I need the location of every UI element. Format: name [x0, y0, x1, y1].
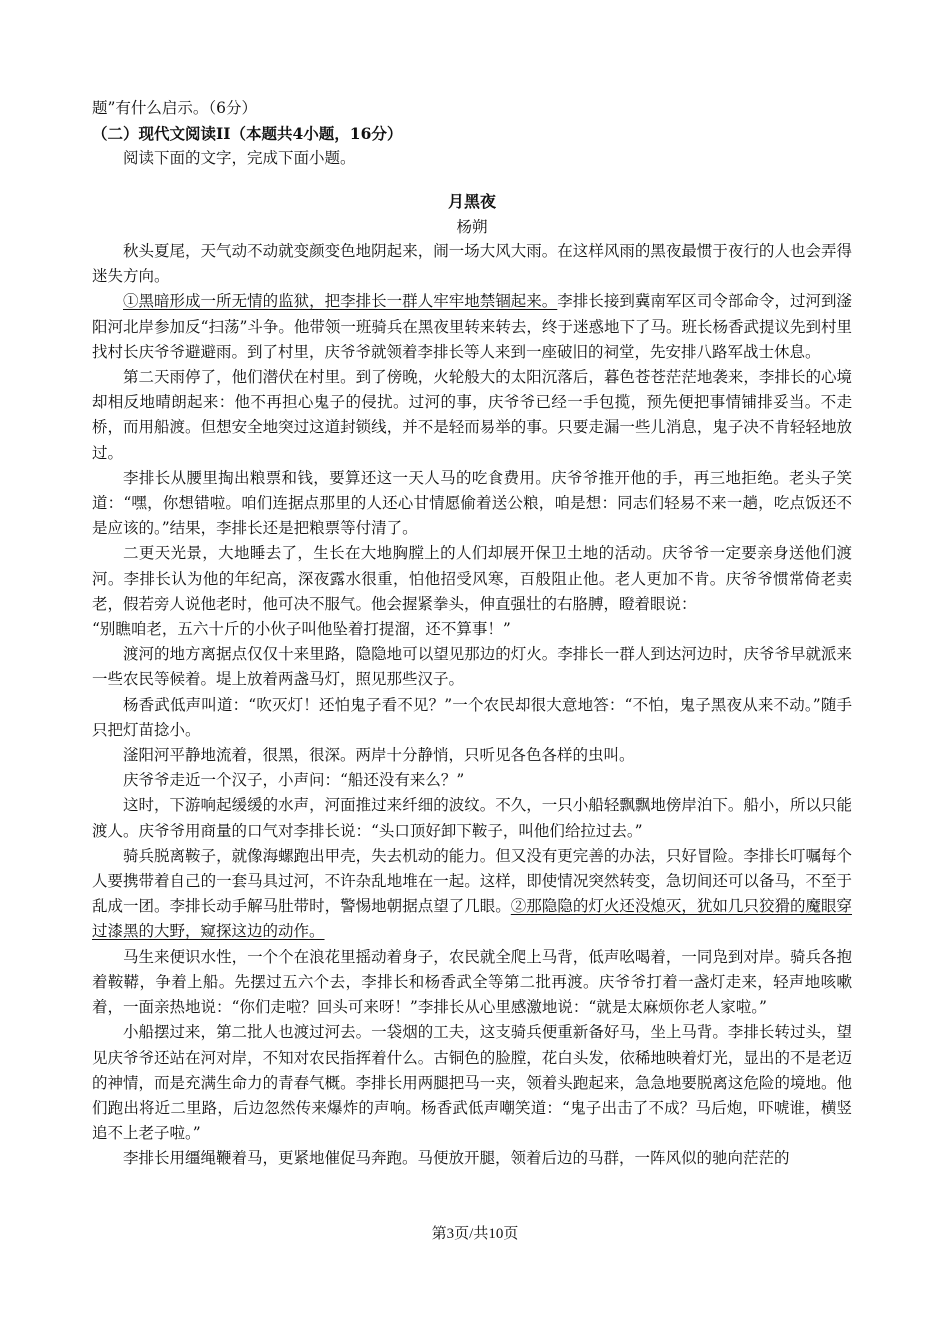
paragraph-12: 马生来便识水性，一个个在浪花里摇动着身子，农民就全爬上马背，低声吆喝着，一同凫到对岸。骑兵各抱着鞍鞯，争着上船。先摆过五六个去，李排长和杨香武全等第二批再渡。庆爷爷打着一盏灯走来，轻声地咳嗽着，一面亲热地说：“你们走啦？回头可来呀！”李排长从心里感激地说：“就是太麻烦你老人家啦。” [92, 947, 852, 1017]
paragraph-5: 二更天光景，大地睡去了，生长在大地胸膛上的人们却展开保卫土地的活动。庆爷爷一定要亲身送他们渡河。李排长认为他的年纪高，深夜露水很重，怕他招受风寒，百般阻止他。老人更加不肯。庆爷爷惯常倚老卖老，假若旁人说他老时，他可决不服气。他会握紧拳头，伸直强壮的右胳膊，瞪着眼说： [92, 544, 852, 613]
paragraph-6: 渡河的地方离据点仅仅十来里路，隐隐地可以望见那边的灯火。李排长一群人到达河边时，庆爷爷早就派来一些农民等候着。堤上放着两盏马灯，照见那些汉子。 [92, 645, 852, 689]
document-page [92, 96, 852, 1172]
paragraph-2-rest: 李排长接到冀南军区司令部命令，过河到滏阳河北岸参加反“扫荡”斗争。他带领一班骑兵在黑夜里转来转去，终于迷惑地下了马。班长杨香武提议先到村里找村长庆爷爷避避雨。到了村里，庆爷爷就领着李排长等人来到一座破旧的祠堂，先安排八路军战士休息。 [92, 292, 852, 361]
previous-question-tail: 题”有什么启示。（6分） [92, 99, 258, 117]
paragraph-11 [92, 844, 852, 945]
paragraph-1: 秋头夏尾，天气动不动就变颜变色地阴起来，闹一场大风大雨。在这样风雨的黑夜最惯于夜行的人也会弄得迷失方向。 [92, 242, 852, 286]
paragraph-3: 第二天雨停了，他们潜伏在村里。到了傍晚，火轮般大的太阳沉落后，暮色苍苍茫茫地袭来，李排长的心境却相反地晴朗起来：他不再担心鬼子的侵扰。过河的事，庆爷爷已经一手包揽，预先便把事情铺排妥当。不走桥，而用船渡。但想安全地突过这道封锁线，并不是轻而易举的事。只要走漏一些儿消息，鬼子决不肯轻轻地放过。 [92, 368, 852, 462]
underlined-sentence-2: ②那隐隐的灯火还没熄灭，犹如几只狡猾的魔眼穿过漆黑的大野，窥探这边的动作。 [92, 897, 852, 941]
paragraph-11-text: 骑兵脱离鞍子，就像海螺跑出甲壳，失去机动的能力。但又没有更完善的办法，只好冒险。李排长叮嘱每个人要携带着自己的一套马具过河，不许杂乱地堆在一起。这样，即使情况突然转变，急切间还可以备马，不至于乱成一团。李排长动手解马肚带时，警惕地朝据点望了几眼。 [92, 846, 852, 916]
page-number: 第3页/共10页 [431, 1226, 519, 1242]
paragraph-5-continued: “别瞧咱老，五六十斤的小伙子叫他坠着打提溜，还不算事！” [92, 620, 511, 639]
paragraph-7: 杨香武低声叫道：“吹灭灯！还怕鬼子看不见？”一个农民却很大意地答：“不怕，鬼子黑夜从来不动。”随手只把灯苗捻小。 [92, 695, 852, 739]
paragraph-10: 这时，下游响起缓缓的水声，河面推过来纤细的波纹。不久，一只小船轻飘飘地傍岸泊下。船小，所以只能渡人。庆爷爷用商量的口气对李排长说：“头口顶好卸下鞍子，叫他们给拉过去。” [92, 796, 852, 840]
section-heading: （二）现代文阅读II（本题共4小题，16分） [92, 124, 403, 143]
paragraph-14: 李排长用缰绳鞭着马，更紧地催促马奔跑。马便放开腿，领着后边的马群，一阵风似的驰向茫茫的 [123, 1149, 790, 1168]
paragraph-8: 滏阳河平静地流着，很黑，很深。两岸十分静悄，只听见各色各样的虫叫。 [123, 746, 635, 765]
reading-instruction: 阅读下面的文字，完成下面小题。 [123, 149, 356, 167]
paragraph-13: 小船摆过来，第二批人也渡过河去。一袋烟的工夫，这支骑兵便重新备好马，坐上马背。李排长转过头，望见庆爷爷还站在河对岸，不知对农民指挥着什么。古铜色的脸膛，花白头发，依稀地映着灯光，显出的不是老迈的神情，而是充满生命力的青春气概。李排长用两腿把马一夹，领着头跑起来，急急地要脱离这危险的境地。他们跑出将近二里路，后边忽然传来爆炸的声响。杨香武低声嘲笑道：“鬼子出击了不成？马后炮，吓唬谁，横竖追不上老子啦。” [92, 1023, 852, 1143]
paragraph-9: 庆爷爷走近一个汉子，小声问：“船还没有来么？” [123, 771, 465, 790]
paragraph-2 [92, 289, 852, 365]
article-title: 月黑夜 [447, 192, 496, 211]
paragraph-4: 李排长从腰里掏出粮票和钱，要算还这一天人马的吃食费用。庆爷爷推开他的手，再三地拒绝。老头子笑道：“嘿，你想错啦。咱们连据点那里的人还心甘情愿偷着送公粮，咱是想：同志们轻易不来一趟，吃点饭还不是应该的。”结果，李排长还是把粮票等付清了。 [92, 468, 852, 538]
underlined-sentence-1: ①黑暗形成一所无情的监狱，把李排长一群人牢牢地禁锢起来。 [123, 292, 558, 311]
article-author: 杨朔 [456, 218, 488, 236]
